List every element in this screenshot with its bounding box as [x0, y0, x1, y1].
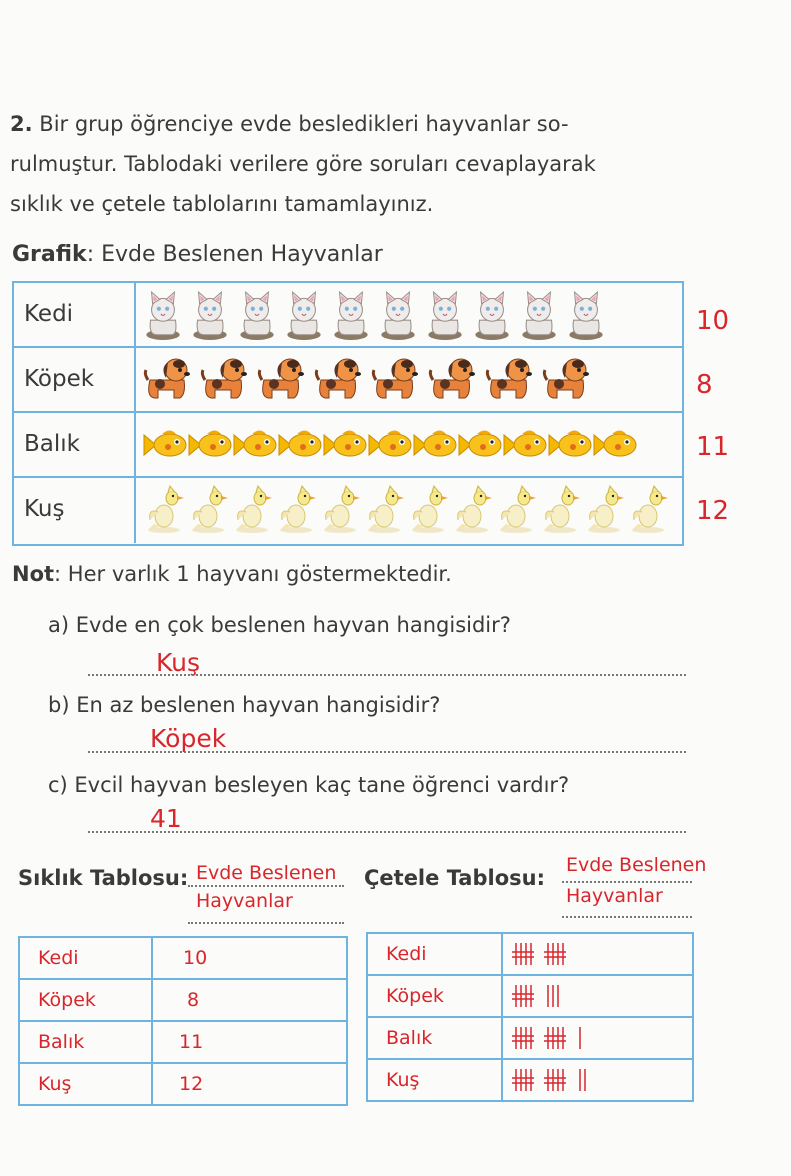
count-kedi: 10	[696, 306, 730, 336]
dog-icon	[199, 354, 241, 406]
animal-cell: Köpek	[367, 975, 502, 1017]
fish-icon	[187, 425, 229, 477]
cat-icon	[424, 289, 466, 341]
question-b: b) En az beslenen hayvan hangisidir?	[48, 693, 441, 717]
tally-cell	[502, 933, 693, 975]
cat-icon	[471, 289, 513, 341]
cat-icon	[565, 289, 607, 341]
bird-icon	[452, 484, 494, 536]
bird-icon	[540, 484, 582, 536]
row-label: Kedi	[24, 301, 74, 327]
cat-icon	[142, 289, 184, 341]
question-line-2: rulmuştur. Tablodaki verilere göre soruları cevaplayarak	[10, 152, 596, 176]
cat-icon	[283, 289, 325, 341]
pictograph-table	[12, 281, 684, 546]
question-a: a) Evde en çok beslenen hayvan hangisidir?	[48, 613, 511, 637]
dog-icon	[313, 354, 355, 406]
icon-list	[142, 283, 672, 346]
icon-list	[142, 413, 672, 476]
animal-cell: Kuş	[19, 1063, 152, 1105]
table-row	[367, 1059, 693, 1101]
animal-cell: Kedi	[19, 937, 152, 979]
bird-icon	[320, 484, 362, 536]
count-balik: 11	[696, 432, 730, 462]
row-label: Kuş	[24, 496, 65, 522]
question-line-1: 2. Bir grup öğrenciye evde besledikleri hayvanlar so-	[10, 112, 569, 136]
row-label: Köpek	[24, 366, 95, 392]
tally-marks	[511, 1069, 591, 1091]
pictograph-row-kopek	[14, 348, 682, 413]
cetele-dotline-2	[562, 916, 692, 918]
bird-icon	[232, 484, 274, 536]
fish-icon	[277, 425, 319, 477]
cat-icon	[518, 289, 560, 341]
animal-cell: Balık	[19, 1021, 152, 1063]
bird-icon	[188, 484, 230, 536]
tally-marks	[511, 985, 564, 1007]
animal-cell: Balık	[367, 1017, 502, 1059]
answer-line-b	[88, 751, 686, 753]
dog-icon	[427, 354, 469, 406]
siklik-title-1: Evde Beslenen	[196, 862, 337, 884]
table-row	[367, 933, 693, 975]
bird-icon	[628, 484, 670, 536]
cat-icon	[377, 289, 419, 341]
tally-cell	[502, 1059, 693, 1101]
question-text	[10, 104, 690, 224]
fish-icon	[457, 425, 499, 477]
value-cell: 11	[152, 1021, 347, 1063]
siklik-dotline-1	[188, 885, 344, 887]
dog-icon	[541, 354, 583, 406]
count-kopek: 8	[696, 370, 713, 400]
answer-a: Kuş	[156, 648, 201, 677]
note: Not: Her varlık 1 hayvanı göstermektedir.	[12, 562, 452, 586]
dog-icon	[142, 354, 184, 406]
bird-icon	[144, 484, 186, 536]
table-row	[367, 1017, 693, 1059]
answer-b: Köpek	[150, 724, 227, 753]
cetele-title-1: Evde Beslenen	[566, 854, 707, 876]
siklik-title-2: Hayvanlar	[196, 890, 293, 912]
pictograph-row-kedi	[14, 283, 682, 348]
animal-cell: Kedi	[367, 933, 502, 975]
fish-icon	[322, 425, 364, 477]
bird-icon	[584, 484, 626, 536]
animal-cell: Köpek	[19, 979, 152, 1021]
bird-icon	[276, 484, 318, 536]
siklik-label: Sıklık Tablosu:	[18, 866, 189, 890]
question-line-3: sıklık ve çetele tablolarını tamamlayınız.	[10, 192, 434, 216]
question-c: c) Evcil hayvan besleyen kaç tane öğrenci vardır?	[48, 773, 570, 797]
cetele-title-2: Hayvanlar	[566, 885, 663, 907]
fish-icon	[232, 425, 274, 477]
cetele-label: Çetele Tablosu:	[364, 866, 545, 890]
bird-icon	[408, 484, 450, 536]
bird-icon	[364, 484, 406, 536]
cat-icon	[330, 289, 372, 341]
table-row	[367, 975, 693, 1017]
value-cell: 10	[152, 937, 347, 979]
dog-icon	[256, 354, 298, 406]
cetele-table	[366, 932, 694, 1102]
table-row	[19, 1021, 347, 1063]
answer-c: 41	[150, 804, 182, 833]
table-row	[19, 937, 347, 979]
tally-marks	[511, 1027, 586, 1049]
cat-icon	[189, 289, 231, 341]
row-label: Balık	[24, 431, 80, 457]
bird-icon	[496, 484, 538, 536]
value-cell: 12	[152, 1063, 347, 1105]
tally-cell	[502, 1017, 693, 1059]
answer-line-c	[88, 831, 686, 833]
dog-icon	[370, 354, 412, 406]
cat-icon	[236, 289, 278, 341]
fish-icon	[502, 425, 544, 477]
table-row	[19, 979, 347, 1021]
icon-list	[142, 478, 672, 541]
table-row	[19, 1063, 347, 1105]
grafik-title: Grafik: Evde Beslenen Hayvanlar	[12, 242, 383, 267]
tally-marks	[511, 943, 581, 965]
siklik-dotline-2	[188, 922, 344, 924]
question-number: 2.	[10, 112, 33, 136]
siklik-table	[18, 936, 348, 1106]
pictograph-row-balik	[14, 413, 682, 478]
answer-line-a	[88, 674, 686, 676]
pictograph-row-kus	[14, 478, 682, 543]
fish-icon	[412, 425, 454, 477]
count-kus: 12	[696, 496, 730, 526]
fish-icon	[367, 425, 409, 477]
fish-icon	[142, 425, 184, 477]
tally-cell	[502, 975, 693, 1017]
value-cell: 8	[152, 979, 347, 1021]
animal-cell: Kuş	[367, 1059, 502, 1101]
fish-icon	[592, 425, 634, 477]
icon-list	[142, 348, 672, 411]
dog-icon	[484, 354, 526, 406]
fish-icon	[547, 425, 589, 477]
